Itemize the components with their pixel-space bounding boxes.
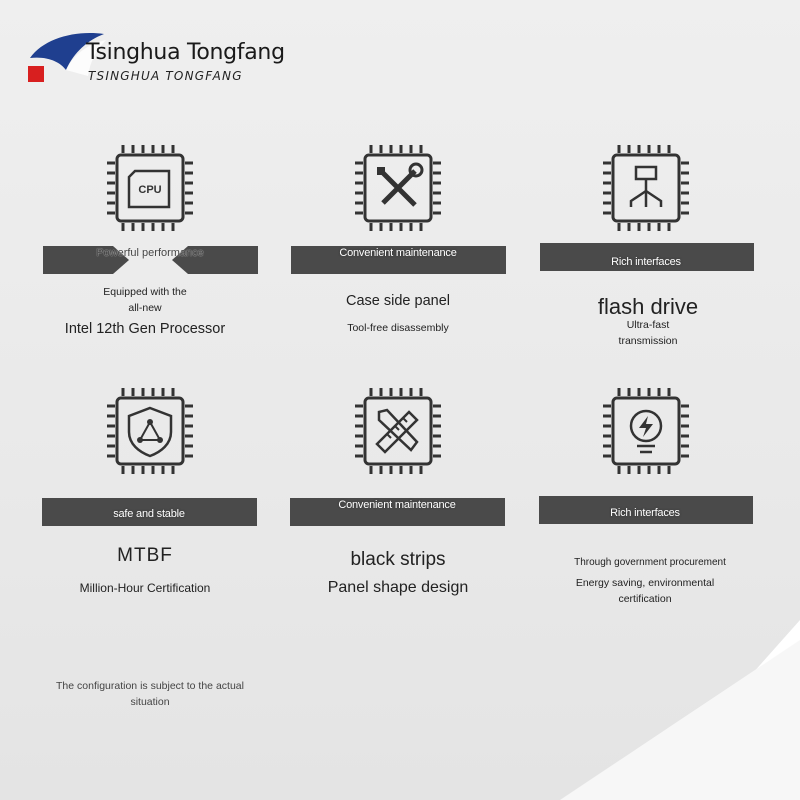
feature-ribbon-label: Convenient maintenance bbox=[339, 247, 457, 259]
feature-ribbon-label: Rich interfaces bbox=[611, 256, 681, 268]
brand-name: Tsinghua Tongfang bbox=[86, 40, 285, 65]
feature-text: Energy saving, environmental bbox=[575, 577, 715, 589]
brand-subname: TSINGHUA TONGFANG bbox=[88, 69, 243, 83]
feature-ribbon-label: Convenient maintenance bbox=[338, 499, 456, 511]
feature-headline: Case side panel bbox=[346, 293, 450, 309]
feature-text: certification bbox=[618, 593, 672, 605]
footnote: The configuration is subject to the actual bbox=[56, 680, 244, 692]
cpu-chip-label: CPU bbox=[138, 184, 162, 196]
feature-headline: MTBF bbox=[117, 545, 173, 566]
feature-text: Through government procurement bbox=[574, 557, 726, 568]
energy-bulb-chip-icon bbox=[601, 386, 691, 476]
shield-chip-icon bbox=[105, 386, 195, 476]
feature-text: transmission bbox=[618, 335, 678, 347]
feature-headline: Intel 12th Gen Processor bbox=[64, 321, 226, 337]
feature-text: Million-Hour Certification bbox=[79, 581, 211, 595]
feature-headline: Panel shape design bbox=[327, 579, 469, 596]
cpu-chip-icon bbox=[105, 143, 195, 233]
feature-text: Equipped with the bbox=[103, 286, 187, 298]
tools-chip-icon bbox=[353, 143, 443, 233]
usb-chip-icon bbox=[601, 143, 691, 233]
feature-headline: flash drive bbox=[597, 294, 699, 319]
feature-ribbon-label: Rich interfaces bbox=[610, 507, 680, 519]
feature-text: all-new bbox=[128, 302, 162, 314]
feature-text: Ultra-fast bbox=[626, 319, 670, 331]
feature-ribbon-label: Powerful performance bbox=[96, 247, 204, 259]
footnote: situation bbox=[130, 696, 170, 708]
feature-text: Tool-free disassembly bbox=[347, 322, 449, 334]
ruler-pencil-chip-icon bbox=[353, 386, 443, 476]
feature-ribbon-label: safe and stable bbox=[113, 508, 185, 520]
feature-headline: black strips bbox=[350, 549, 446, 570]
